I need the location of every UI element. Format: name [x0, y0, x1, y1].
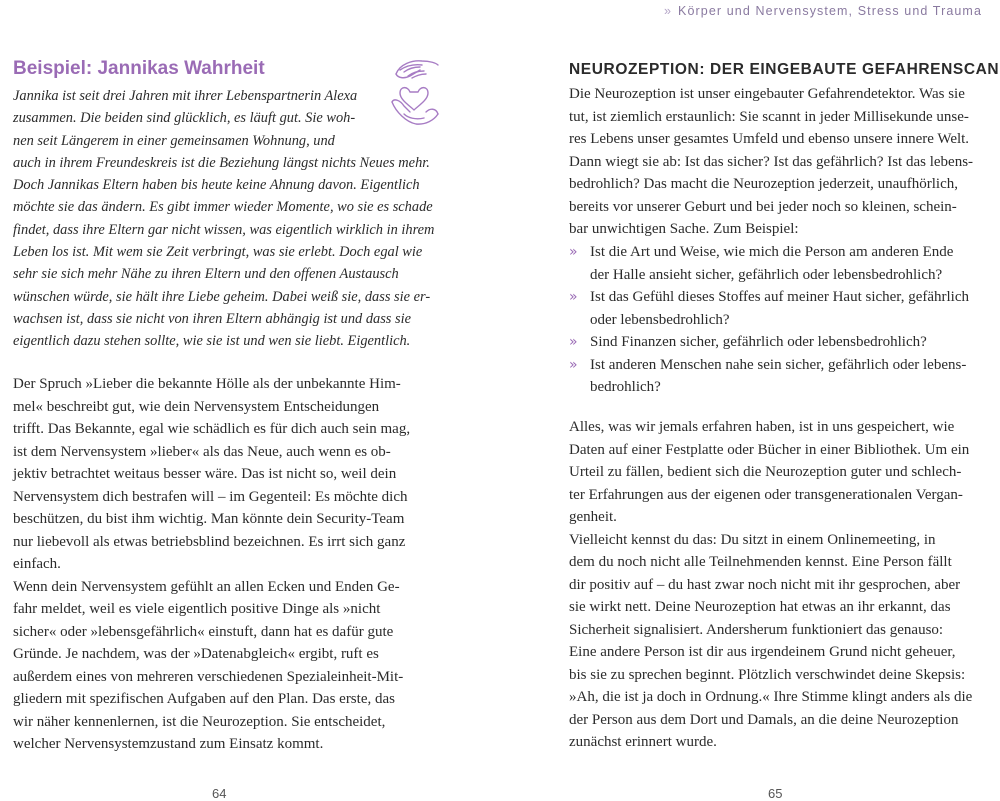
- text-line: Alles, was wir jemals erfahren haben, ist in uns gespeichert, wie: [569, 419, 955, 435]
- text-line: tut, ist ziemlich erstaunlich: Sie scannt in jeder Millisekunde unse-: [569, 108, 969, 125]
- text-line: bar unwichtigen Sache. Zum Beispiel:: [569, 221, 799, 237]
- text-line: zunächst erinnert wurde.: [569, 734, 717, 750]
- text-line: bis sie zu sprechen beginnt. Plötzlich verschwindet deine Skepsis:: [569, 666, 966, 683]
- text-line: Leben los ist. Mit wem sie Zeit verbringt, was sie erlebt. Doch egal wie: [13, 244, 423, 261]
- body-text-right: [569, 416, 983, 754]
- bullet-item: [569, 354, 983, 399]
- text-line: fahr meldet, weil es viele eigentlich positive Dinge als »nicht: [13, 601, 381, 617]
- text-line: einfach.: [13, 556, 61, 572]
- text-line: trifft. Das Bekannte, egal wie schädlich es für dich auch sein mag,: [13, 421, 411, 437]
- intro-text: [569, 83, 983, 241]
- text-line: wünschen würde, sie hält ihre Liebe geheim. Dabei weiß sie, dass sie er-: [13, 288, 431, 305]
- text-line: genheit.: [569, 509, 617, 525]
- text-line: wir näher kennenlernen, ist die Neurozeption. Sie entscheidet,: [13, 713, 386, 730]
- text-line: ter Erfahrungen aus der eigenen oder transgenerationalen Vergan-: [569, 486, 963, 503]
- text-line: Ist die Art und Weise, wie mich die Person am anderen Ende: [590, 244, 954, 260]
- text-line: welcher Nervensystemzustand zum Einsatz kommt.: [13, 736, 324, 752]
- chevron-bullet-icon: »: [569, 356, 578, 373]
- bullet-item: [569, 241, 983, 286]
- text-line: Eine andere Person ist dir aus irgendeinem Grund nicht geheuer,: [569, 644, 956, 660]
- bullet-list: [569, 241, 983, 399]
- right-page: [500, 0, 1000, 800]
- text-line: Nervensystem dich bestrafen will – im Gegenteil: Es möchte dich: [13, 488, 408, 505]
- text-line: oder lebensbedrohlich?: [590, 311, 730, 328]
- text-line: Urteil zu fällen, bedient sich die Neurozeption guter und schlech-: [569, 464, 962, 480]
- text-line: außerdem eines von mehreren verschiedenen Spezialeinheit-Mit-: [13, 668, 404, 685]
- text-line: Ist das Gefühl dieses Stoffes auf meiner Haut sicher, gefährlich: [590, 289, 969, 305]
- example-text: [13, 85, 435, 353]
- text-line: Doch Jannikas Eltern haben bis heute keine Ahnung davon. Eigentlich: [13, 177, 420, 194]
- body-text-left: [13, 373, 425, 756]
- text-line: dir positiv auf – du hast zwar noch nicht mit ihr gesprochen, aber: [569, 576, 961, 593]
- text-line: möchte sie das ändern. Es gibt immer wieder Momente, wo sie es schade: [13, 199, 433, 216]
- text-line: jektiv betrachtet weitaus besser wäre. Das ist nicht so, weil dein: [13, 466, 397, 482]
- text-line: Die Neurozeption ist unser eingebauter Gefahrendetektor. Was sie: [569, 86, 965, 102]
- text-line: bedrohlich? Das macht die Neurozeption jederzeit, unaufhörlich,: [569, 176, 959, 192]
- text-line: Sind Finanzen sicher, gefährlich oder lebensbedrohlich?: [590, 334, 927, 350]
- text-line: mel« beschreibt gut, wie dein Nervensystem Entscheidungen: [13, 398, 380, 415]
- running-header: [664, 4, 982, 18]
- text-line: Sicherheit signalisiert. Andersherum funktioniert das genauso:: [569, 621, 944, 638]
- text-line: Ist anderen Menschen nahe sein sicher, gefährlich oder lebens-: [590, 356, 967, 373]
- text-line: wachsen ist, dass sie nicht von ihren Eltern abhängig ist und dass sie: [13, 310, 411, 327]
- text-line: findet, dass ihre Eltern gar nicht wissen, was eigentlich wirklich in ihrem: [13, 221, 435, 238]
- text-line: auch in ihrem Freundeskreis ist die Beziehung längst nichts Neues mehr.: [13, 154, 430, 171]
- running-header-text: Körper und Nervensystem, Stress und Trauma: [678, 4, 982, 18]
- text-line: eigentlich dazu stehen sollte, wie sie ist und wen sie liebt. Eigentlich.: [13, 333, 411, 350]
- text-line: sicher« oder »lebensgefährlich« einstuft, dann hat es dafür gute: [13, 623, 394, 640]
- text-line: gliedern mit spezifischen Aufgaben auf den Plan. Das erste, das: [13, 691, 395, 707]
- text-line: Der Spruch »Lieber die bekannte Hölle als der unbekannte Him-: [13, 376, 401, 392]
- text-line: Wenn dein Nervensystem gefühlt an allen Ecken und Enden Ge-: [13, 578, 400, 595]
- text-line: Vielleicht kennst du das: Du sitzt in einem Onlinemeeting, in: [569, 531, 936, 548]
- text-line: »Ah, die ist ja doch in Ordnung.« Ihre Stimme klingt anders als die: [569, 689, 973, 705]
- text-line: bereits vor unserer Geburt und bei jeder noch so kleinen, schein-: [569, 198, 957, 215]
- chevron-marker-icon: »: [663, 4, 673, 18]
- left-page: [0, 0, 500, 800]
- text-line: Gründe. Je nachdem, was der »Datenabgleich« ergibt, ruft es: [13, 646, 379, 662]
- text-line: res Lebens unser gesamtes Umfeld und ebenso unsere innere Welt.: [569, 131, 970, 147]
- bullet-item: [569, 286, 983, 331]
- text-line: ist dem Nervensystem »lieber« als das Neue, auch wenn es ob-: [13, 443, 391, 460]
- page-number-left: 64: [212, 786, 227, 801]
- text-line: nen seit Längerem in einer gemeinsamen Wohnung, und: [13, 132, 335, 149]
- example-title: Beispiel: Jannikas Wahrheit: [13, 58, 265, 79]
- chevron-bullet-icon: »: [569, 244, 578, 260]
- text-line: sie wirkt nett. Deine Neurozeption hat etwas an ihr erkannt, das: [569, 599, 951, 615]
- section-title: NEUROZEPTION: DER EINGEBAUTE GEFAHRENSCAN: [569, 61, 1000, 78]
- text-line: bedrohlich?: [590, 379, 661, 395]
- page-number-right: 65: [768, 786, 783, 801]
- text-line: nur liebevoll als etwas betriebsblind bezeichnen. Es irrt sich ganz: [13, 533, 406, 550]
- text-line: zusammen. Die beiden sind glücklich, es läuft gut. Sie woh-: [13, 110, 356, 127]
- chevron-bullet-icon: »: [569, 334, 578, 350]
- text-line: der Halle ansieht sicher, gefährlich oder lebensbedrohlich?: [590, 266, 943, 283]
- text-line: sehr sie sich mehr Nähe zu ihren Eltern und den offenen Austausch: [13, 266, 399, 283]
- text-line: Jannika ist seit drei Jahren mit ihrer Lebenspartnerin Alexa: [13, 88, 358, 104]
- text-line: beschützen, du bist ihm wichtig. Man könnte dein Security-Team: [13, 511, 405, 527]
- text-line: Dann wiegt sie ab: Ist das sicher? Ist das gefährlich? Ist das lebens-: [569, 153, 974, 170]
- bullet-item: [569, 331, 983, 354]
- chevron-bullet-icon: »: [569, 289, 578, 305]
- text-line: der Person aus dem Dort und Damals, an die deine Neurozeption: [569, 711, 959, 728]
- text-line: dem du noch nicht alle Teilnehmenden kennst. Eine Person fällt: [569, 554, 952, 570]
- text-line: Daten auf einer Festplatte oder Bücher in einer Bibliothek. Um ein: [569, 441, 970, 458]
